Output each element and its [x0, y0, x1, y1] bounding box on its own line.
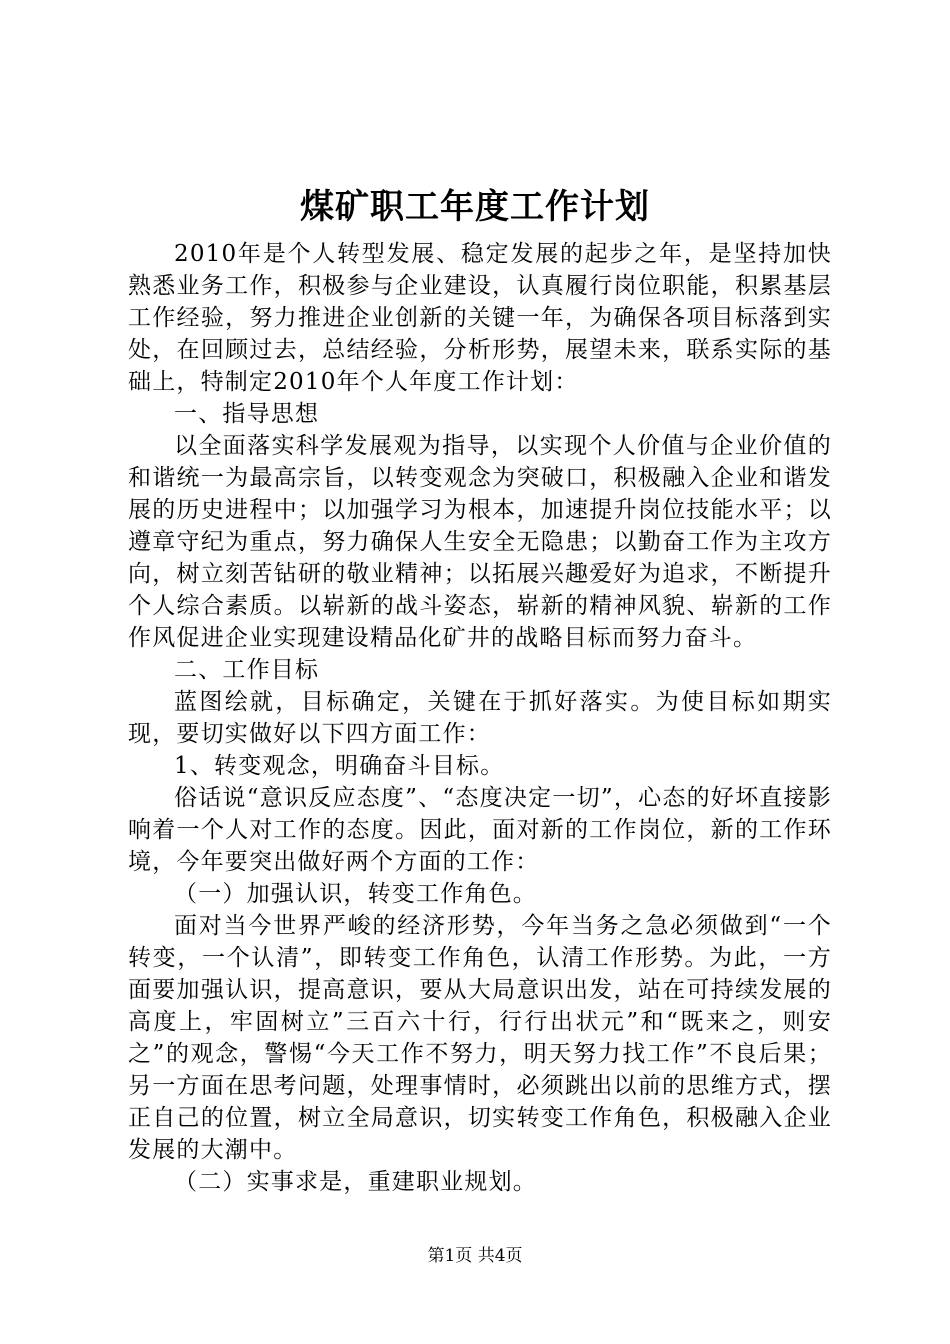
change-mindset-paragraph: 俗话说“意识反应态度”、“态度决定一切”，心态的好坏直接影响着一个人对工作的态度。因此，面对新的工作岗位，新的工作环境，今年要突出做好两个方面的工作：: [128, 785, 832, 875]
section-heading-work-goals: 二、工作目标: [174, 657, 320, 683]
document-title: 煤矿职工年度工作计划: [300, 187, 650, 227]
subsection-heading-career-planning: （二）实事求是，重建职业规划。: [174, 1169, 537, 1195]
work-goals-paragraph: 蓝图绘就，目标确定，关键在于抓好落实。为使目标如期实现，要切实做好以下四方面工作：: [128, 689, 832, 747]
subsection-heading-strengthen-awareness: （一）加强认识，转变工作角色。: [174, 881, 537, 907]
intro-paragraph: 2010年是个人转型发展、稳定发展的起步之年，是坚持加快熟悉业务工作，积极参与企业建设，认真履行岗位职能，积累基层工作经验，努力推进企业创新的关键一年，为确保各项目标落到实处，在回顾过去，总结经验，分析形势，展望未来，联系实际的基础上，特制定2010年个人年度工作计划：: [128, 241, 832, 395]
strengthen-awareness-paragraph: 面对当今世界严峻的经济形势，今年当务之急必须做到“一个转变，一个认清”，即转变工作角色，认清工作形势。为此，一方面要加强认识，提高意识，要从大局意识出发，站在可持续发展的高度上，牢固树立”三百六十行，行行出状元”和“既来之，则安之”的观念，警惕“今天工作不努力，明天努力找工作”不良后果；另一方面在思考问题，处理事情时，必须跳出以前的思维方式，摆正自己的位置，树立全局意识，切实转变工作角色，积极融入企业发展的大潮中。: [128, 913, 832, 1163]
guiding-thought-paragraph: 以全面落实科学发展观为指导，以实现个人价值与企业价值的和谐统一为最高宗旨，以转变观念为突破口，积极融入企业和谐发展的历史进程中；以加强学习为根本，加速提升岗位技能水平；以遵章守纪为重点，努力确保人生安全无隐患；以勤奋工作为主攻方向，树立刻苦钻研的敬业精神；以拓展兴趣爱好为追求，不断提升个人综合素质。以崭新的战斗姿态，崭新的精神风貌、崭新的工作作风促进企业实现建设精品化矿井的战略目标而努力奋斗。: [128, 433, 832, 651]
section-heading-guiding-thought: 一、指导思想: [174, 401, 320, 427]
document-body: [128, 238, 832, 1198]
page-footer: 第1页 共4页: [427, 1246, 523, 1266]
subsection-heading-change-mindset: 1、转变观念，明确奋斗目标。: [174, 753, 505, 779]
